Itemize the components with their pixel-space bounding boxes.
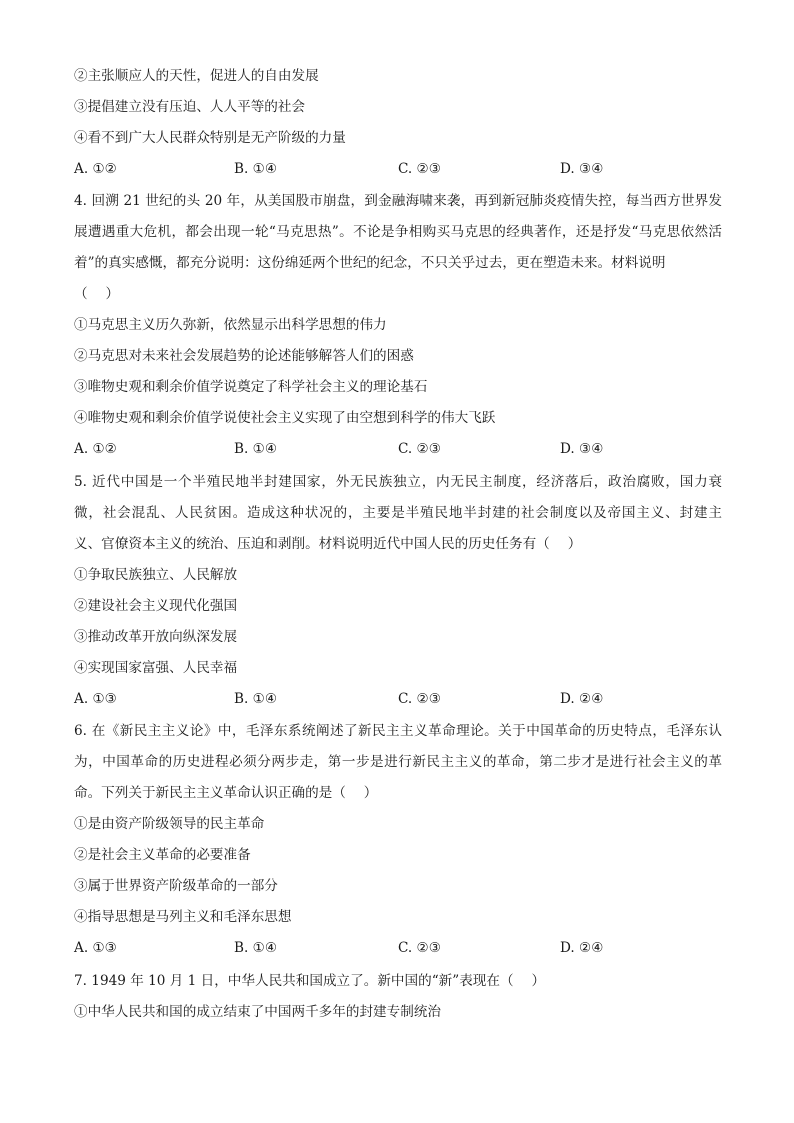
q4-stem-line-1: 4. 回溯 21 世纪的头 20 年，从美国股市崩盘，到金融海啸来袭，再到新冠肺炎疫情失控，每当西方世界发 [74, 193, 722, 209]
q5-option-d[interactable]: D. ②④ [560, 691, 604, 707]
q3-option-c[interactable]: C. ②③ [398, 161, 441, 177]
q6-item-2: ②是社会主义革命的必要准备 [74, 847, 251, 863]
q5-stem-line-3: 义、官僚资本主义的统治、压迫和剥削。材料说明近代中国人民的历史任务有（ ） [74, 536, 582, 552]
q3-item-3: ③提倡建立没有压迫、人人平等的社会 [74, 99, 306, 115]
q4-options [74, 439, 734, 459]
q4-option-c[interactable]: C. ②③ [398, 441, 441, 457]
q5-option-b[interactable]: B. ①④ [234, 691, 278, 707]
q5-stem-line-2: 微，社会混乱、人民贫困。造成这种状况的，主要是半殖民地半封建的社会制度以及帝国主义、封建主 [74, 505, 722, 521]
q5-option-a[interactable]: A. ①③ [74, 691, 117, 707]
q6-option-b[interactable]: B. ①④ [234, 940, 278, 956]
q4-item-1: ①马克思主义历久弥新，依然显示出科学思想的伟力 [74, 317, 387, 333]
q3-options [74, 159, 734, 179]
q7-stem-line-1: 7. 1949 年 10 月 1 日，中华人民共和国成立了。新中国的“新”表现在（ ） [74, 973, 546, 989]
q6-stem-line-3: 命。下列关于新民主主义革命认识正确的是（ ） [74, 785, 378, 801]
q4-option-d[interactable]: D. ③④ [560, 441, 604, 457]
q4-stem-line-2: 展遭遇重大危机，都会出现一轮“马克思热”。不论是争相购买马克思的经典著作，还是抒发“马克思依然活 [74, 224, 722, 240]
q6-options [74, 938, 734, 958]
q3-option-d[interactable]: D. ③④ [560, 161, 604, 177]
q6-stem-line-1: 6. 在《新民主主义论》中，毛泽东系统阐述了新民主主义革命理论。关于中国革命的历史特点，毛泽东认 [74, 723, 722, 739]
q6-option-a[interactable]: A. ①③ [74, 940, 117, 956]
q7-item-1: ①中华人民共和国的成立结束了中国两千多年的封建专制统治 [74, 1004, 442, 1020]
q4-item-4: ④唯物史观和剩余价值学说使社会主义实现了由空想到科学的伟大飞跃 [74, 410, 496, 426]
q6-item-1: ①是由资产阶级领导的民主革命 [74, 816, 265, 832]
q6-item-4: ④指导思想是马列主义和毛泽东思想 [74, 909, 292, 925]
q5-stem-line-1: 5. 近代中国是一个半殖民地半封建国家，外无民族独立，内无民主制度，经济落后，政治腐败，国力衰 [74, 474, 722, 490]
q4-item-2: ②马克思对未来社会发展趋势的论述能够解答人们的困惑 [74, 348, 414, 364]
q5-option-c[interactable]: C. ②③ [398, 691, 441, 707]
q3-option-a[interactable]: A. ①② [74, 161, 117, 177]
q6-item-3: ③属于世界资产阶级革命的一部分 [74, 878, 278, 894]
q4-item-3: ③唯物史观和剩余价值学说奠定了科学社会主义的理论基石 [74, 379, 428, 395]
q6-option-d[interactable]: D. ②④ [560, 940, 604, 956]
q5-item-1: ①争取民族独立、人民解放 [74, 567, 238, 583]
q4-option-b[interactable]: B. ①④ [234, 441, 278, 457]
q3-option-b[interactable]: B. ①④ [234, 161, 278, 177]
q5-item-4: ④实现国家富强、人民幸福 [74, 660, 238, 676]
q6-stem-line-2: 为，中国革命的历史进程必须分两步走，第一步是进行新民主主义的革命，第二步才是进行社会主义的革 [74, 754, 722, 770]
q4-answer-blank: （ ） [74, 286, 120, 302]
q3-item-4: ④看不到广大人民群众特别是无产阶级的力量 [74, 130, 346, 146]
q5-options [74, 689, 734, 709]
q3-item-2: ②主张顺应人的天性，促进人的自由发展 [74, 68, 319, 84]
q5-item-2: ②建设社会主义现代化强国 [74, 598, 238, 614]
q6-option-c[interactable]: C. ②③ [398, 940, 441, 956]
q5-item-3: ③推动改革开放向纵深发展 [74, 629, 238, 645]
q4-option-a[interactable]: A. ①② [74, 441, 117, 457]
q4-stem-line-3: 着”的真实感慨，都充分说明：这份绵延两个世纪的纪念，不只关乎过去，更在塑造未来。材料说明 [74, 255, 666, 271]
